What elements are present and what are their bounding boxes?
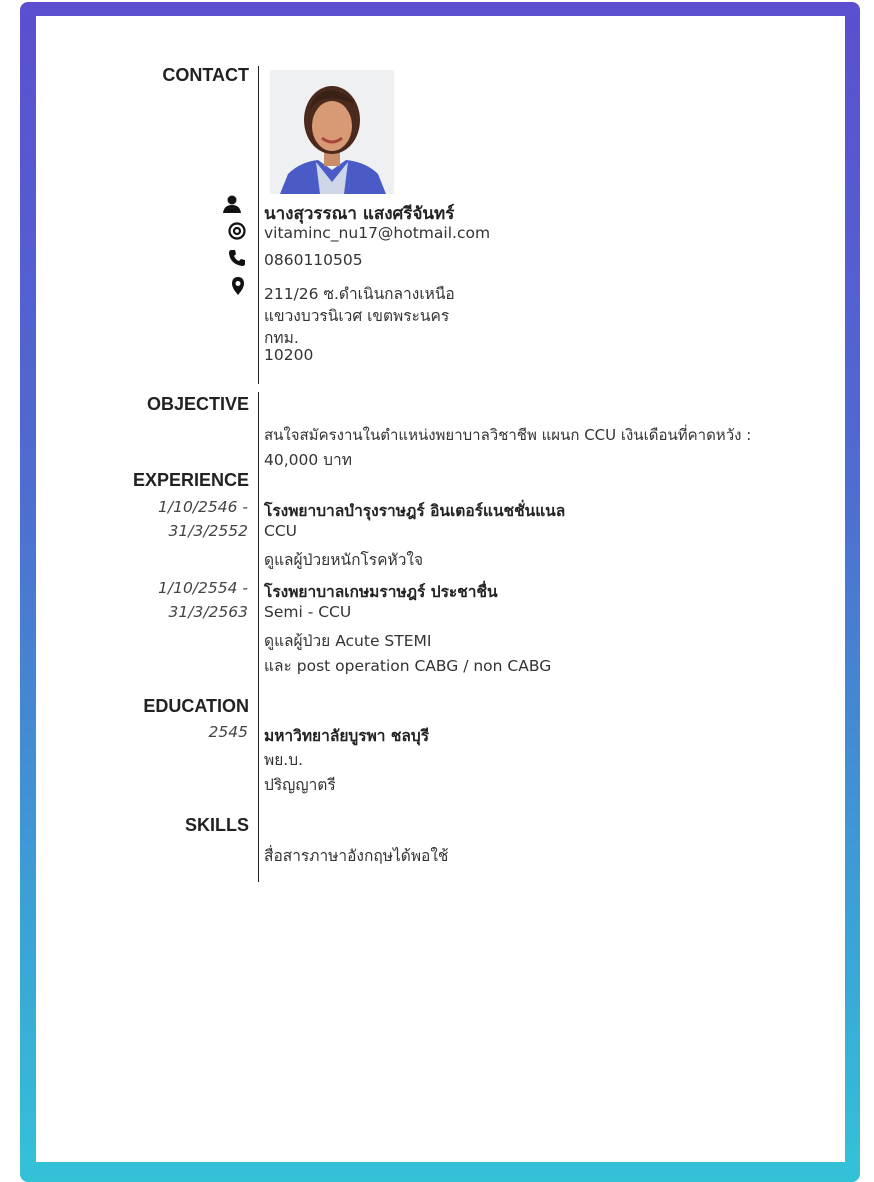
- contact-address-line-3: กทม.: [264, 329, 299, 347]
- person-icon: [222, 194, 242, 214]
- objective-line-2: 40,000 บาท: [264, 451, 352, 469]
- phone-icon: [227, 248, 247, 268]
- contact-email: vitaminc_nu17@hotmail.com: [264, 224, 491, 242]
- contact-address-line-1: 211/26 ซ.ดำเนินกลางเหนือ: [264, 285, 455, 303]
- skill-item-1: สื่อสารภาษาอังกฤษได้พอใช้: [264, 847, 449, 865]
- experience-1-date-from: 1/10/2546 -: [158, 498, 248, 516]
- profile-photo: [270, 70, 394, 194]
- experience-1-org: โรงพยาบาลบำรุงราษฎร์ อินเตอร์แนชชั่นแนล: [264, 502, 566, 520]
- experience-2-date-to: 31/3/2563: [168, 603, 248, 621]
- education-1-school: มหาวิทยาลัยบูรพา ชลบุรี: [264, 727, 430, 745]
- experience-2-date-from: 1/10/2554 -: [158, 579, 248, 597]
- profile-photo-image: [270, 70, 394, 194]
- divider-contact: [258, 66, 259, 384]
- education-1-detail-1: พย.บ.: [264, 751, 303, 769]
- experience-2-detail-1: Semi - CCU: [264, 603, 352, 621]
- experience-1-date-to: 31/3/2552: [168, 522, 248, 540]
- section-title-skills: SKILLS: [184, 815, 249, 835]
- experience-2-detail-3: และ post operation CABG / non CABG: [264, 657, 552, 675]
- objective-line-1: สนใจสมัครงานในตำแหน่งพยาบาลวิชาชีพ แผนก CCU เงินเดือนที่คาดหวัง :: [264, 426, 752, 444]
- location-pin-icon: [228, 276, 248, 296]
- experience-1-detail-2: ดูแลผู้ป่วยหนักโรคหัวใจ: [264, 551, 424, 569]
- education-1-year: 2545: [208, 723, 248, 741]
- divider-objective: [258, 392, 259, 882]
- contact-address-line-2: แขวงบวรนิเวศ เขตพระนคร: [264, 307, 450, 325]
- experience-2-detail-2: ดูแลผู้ป่วย Acute STEMI: [264, 632, 432, 650]
- section-title-contact: CONTACT: [162, 65, 249, 85]
- section-title-objective: OBJECTIVE: [146, 394, 249, 414]
- at-sign-icon: [227, 221, 247, 241]
- contact-address-line-4: 10200: [264, 346, 314, 364]
- contact-name: นางสุวรรณา แสงศรีจันทร์: [264, 204, 455, 224]
- experience-1-detail-1: CCU: [264, 522, 297, 540]
- section-title-experience: EXPERIENCE: [132, 470, 249, 490]
- contact-phone: 0860110505: [264, 251, 363, 269]
- education-1-detail-2: ปริญญาตรี: [264, 776, 336, 794]
- section-title-education: EDUCATION: [143, 696, 249, 716]
- experience-2-org: โรงพยาบาลเกษมราษฎร์ ประชาชื่น: [264, 583, 498, 601]
